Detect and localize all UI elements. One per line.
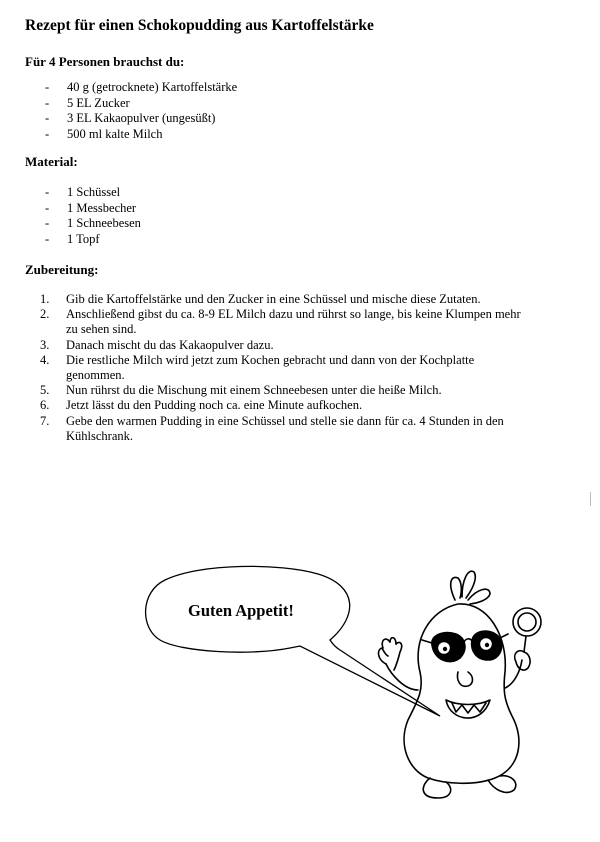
step-text: Nun rührst du die Mischung mit einem Schneebesen unter die heiße Milch. — [66, 383, 442, 398]
step-number: 7. — [40, 413, 50, 428]
step-number: 1. — [40, 292, 50, 306]
speech-bubble-text: Guten Appetit! — [188, 601, 294, 620]
step-text: Danach mischt du das Kakaopulver dazu. — [66, 337, 274, 352]
ingredient-item: - 500 ml kalte Milch — [45, 127, 237, 143]
step-text: Die restliche Milch wird jetzt zum Kochen gebracht und dann von der Kochplatte genommen. — [66, 352, 475, 383]
cartoon-potato-icon — [379, 571, 541, 798]
step-number: 3. — [40, 337, 50, 352]
material-heading: Material: — [25, 154, 78, 169]
step-number: 5. — [40, 383, 50, 398]
material-item: - 1 Messbecher — [45, 201, 141, 217]
step-text: Gebe den warmen Pudding in eine Schüssel und stelle sie dann für ca. 4 Stunden in den Kühlschrank. — [66, 413, 504, 443]
step-number: 6. — [40, 398, 50, 413]
material-item: - 1 Topf — [45, 232, 141, 248]
ingredient-item: - 5 EL Zucker — [45, 96, 237, 112]
step-text: Anschließend gibst du ca. 8-9 EL Milch dazu und rührst so lange, bis keine Klumpen mehr zu sehen sind. — [66, 307, 521, 337]
ingredient-item: - 40 g (getrocknete) Kartoffelstärke — [45, 80, 237, 96]
step-number: 4. — [40, 352, 50, 367]
recipe-title: Rezept für einen Schokopudding aus Kartoffelstärke — [25, 17, 374, 34]
ingredients-heading: Für 4 Personen brauchst du: — [25, 54, 185, 69]
preparation-heading: Zubereitung: — [25, 262, 99, 277]
material-item: - 1 Schüssel — [45, 185, 141, 201]
material-item: - 1 Schneebesen — [45, 216, 141, 232]
step-number: 2. — [40, 307, 50, 322]
step-text: Jetzt lässt du den Pudding noch ca. eine Minute aufkochen. — [66, 398, 363, 413]
ingredient-item: - 3 EL Kakaopulver (ungesüßt) — [45, 111, 237, 127]
step-text: Gib die Kartoffelstärke und den Zucker in eine Schüssel und mische diese Zutaten. — [66, 292, 481, 306]
